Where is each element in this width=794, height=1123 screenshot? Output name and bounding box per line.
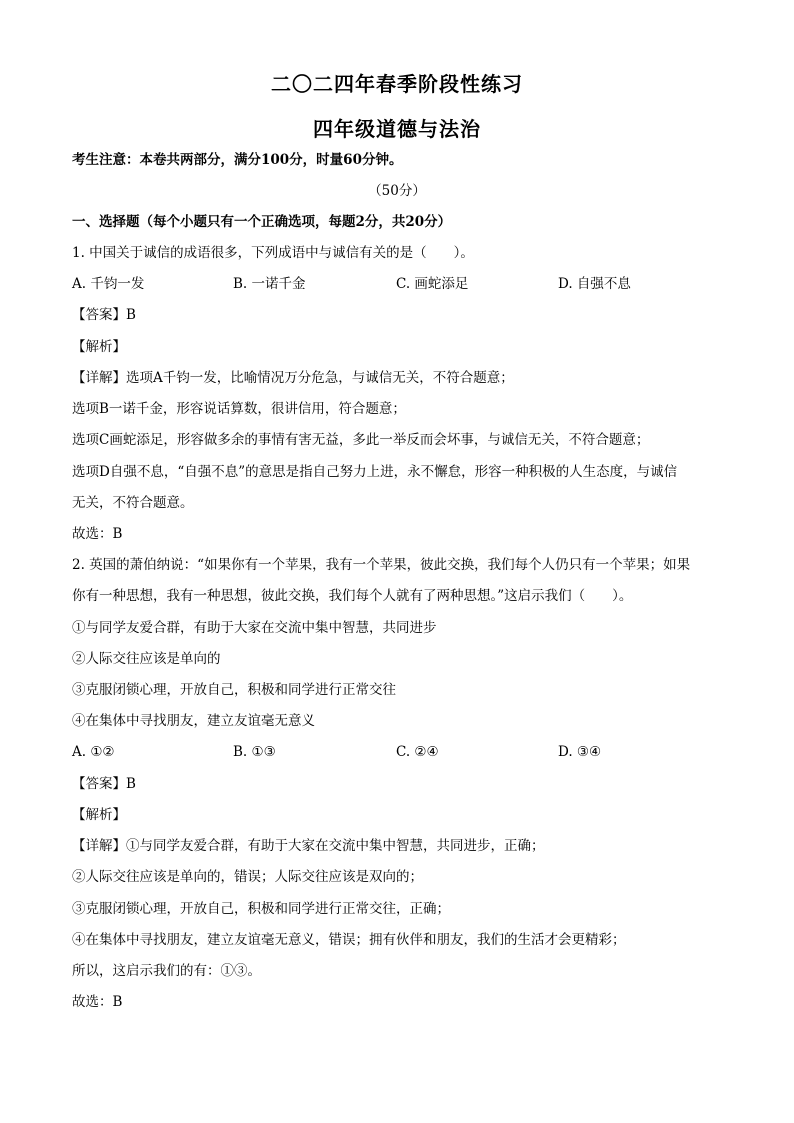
q2-detail-line: 所以，这启示我们的有：①③。 (72, 963, 261, 979)
score-line: （50分） (368, 183, 426, 199)
q2-statement: ③克服闭锁心理，开放自己，积极和同学进行正常交往 (72, 682, 396, 698)
q1-answer: 【答案】B (72, 307, 136, 323)
q2-statement: ②人际交往应该是单向的 (72, 651, 221, 667)
q2-option-b: B. ①③ (233, 744, 276, 760)
page-subtitle: 四年级道德与法治 (313, 117, 481, 141)
section-heading: 一、选择题（每个小题只有一个正确选项，每题2分，共20分） (72, 214, 452, 230)
q1-detail-line: 选项B一诺千金，形容说话算数，很讲信用，符合题意； (72, 401, 406, 417)
q2-statement: ①与同学友爱合群，有助于大家在交流中集中智慧，共同进步 (72, 620, 437, 636)
q2-answer: 【答案】B (72, 776, 136, 792)
q1-option-d: D. 自强不息 (558, 276, 631, 292)
q1-option-a: A. 千钧一发 (72, 276, 145, 292)
q1-analysis-label: 【解析】 (72, 339, 126, 355)
question-2-stem: 2. 英国的萧伯纳说：“如果你有一个苹果，我有一个苹果，彼此交换，我们每个人仍只有一个苹果；如果 (72, 557, 691, 573)
q2-option-a: A. ①② (72, 744, 115, 760)
q1-detail-line: 【详解】选项A千钧一发，比喻情况万分危急，与诚信无关，不符合题意； (72, 370, 514, 386)
q1-detail-line: 无关，不符合题意。 (72, 495, 194, 511)
q1-option-b: B. 一诺千金 (233, 276, 306, 292)
q1-detail-line: 选项C画蛇添足，形容做多余的事情有害无益，多此一举反而会坏事，与诚信无关，不符合题意； (72, 432, 650, 448)
q2-option-c: C. ②④ (396, 744, 439, 760)
q2-statement: ④在集体中寻找朋友，建立友谊毫无意义 (72, 713, 315, 729)
q1-choice: 故选：B (72, 526, 123, 542)
q2-detail-line: ③克服闭锁心理，开放自己，积极和同学进行正常交往，正确； (72, 901, 450, 917)
question-2-stem: 你有一种思想，我有一种思想，彼此交换，我们每个人就有了两种思想。”这启示我们（ ）。 (72, 588, 633, 604)
exam-notice: 考生注意：本卷共两部分，满分100分，时量60分钟。 (72, 152, 403, 168)
q1-option-c: C. 画蛇添足 (396, 276, 469, 292)
q2-detail-line: ④在集体中寻找朋友，建立友谊毫无意义，错误；拥有伙伴和朋友，我们的生活才会更精彩； (72, 932, 626, 948)
q2-detail-line: ②人际交往应该是单向的，错误；人际交往应该是双向的； (72, 869, 423, 885)
page-title: 二〇二四年春季阶段性练习 (271, 72, 523, 96)
q2-option-d: D. ③④ (558, 744, 602, 760)
question-1-stem: 1. 中国关于诚信的成语很多，下列成语中与诚信有关的是（ ）。 (72, 245, 474, 261)
q2-detail-line: 【详解】①与同学友爱合群，有助于大家在交流中集中智慧，共同进步，正确； (72, 838, 545, 854)
q2-analysis-label: 【解析】 (72, 807, 126, 823)
q1-detail-line: 选项D自强不息，“自强不息”的意思是指自己努力上进，永不懈怠，形容一种积极的人生态度，与诚信 (72, 464, 678, 480)
q2-choice: 故选：B (72, 994, 123, 1010)
